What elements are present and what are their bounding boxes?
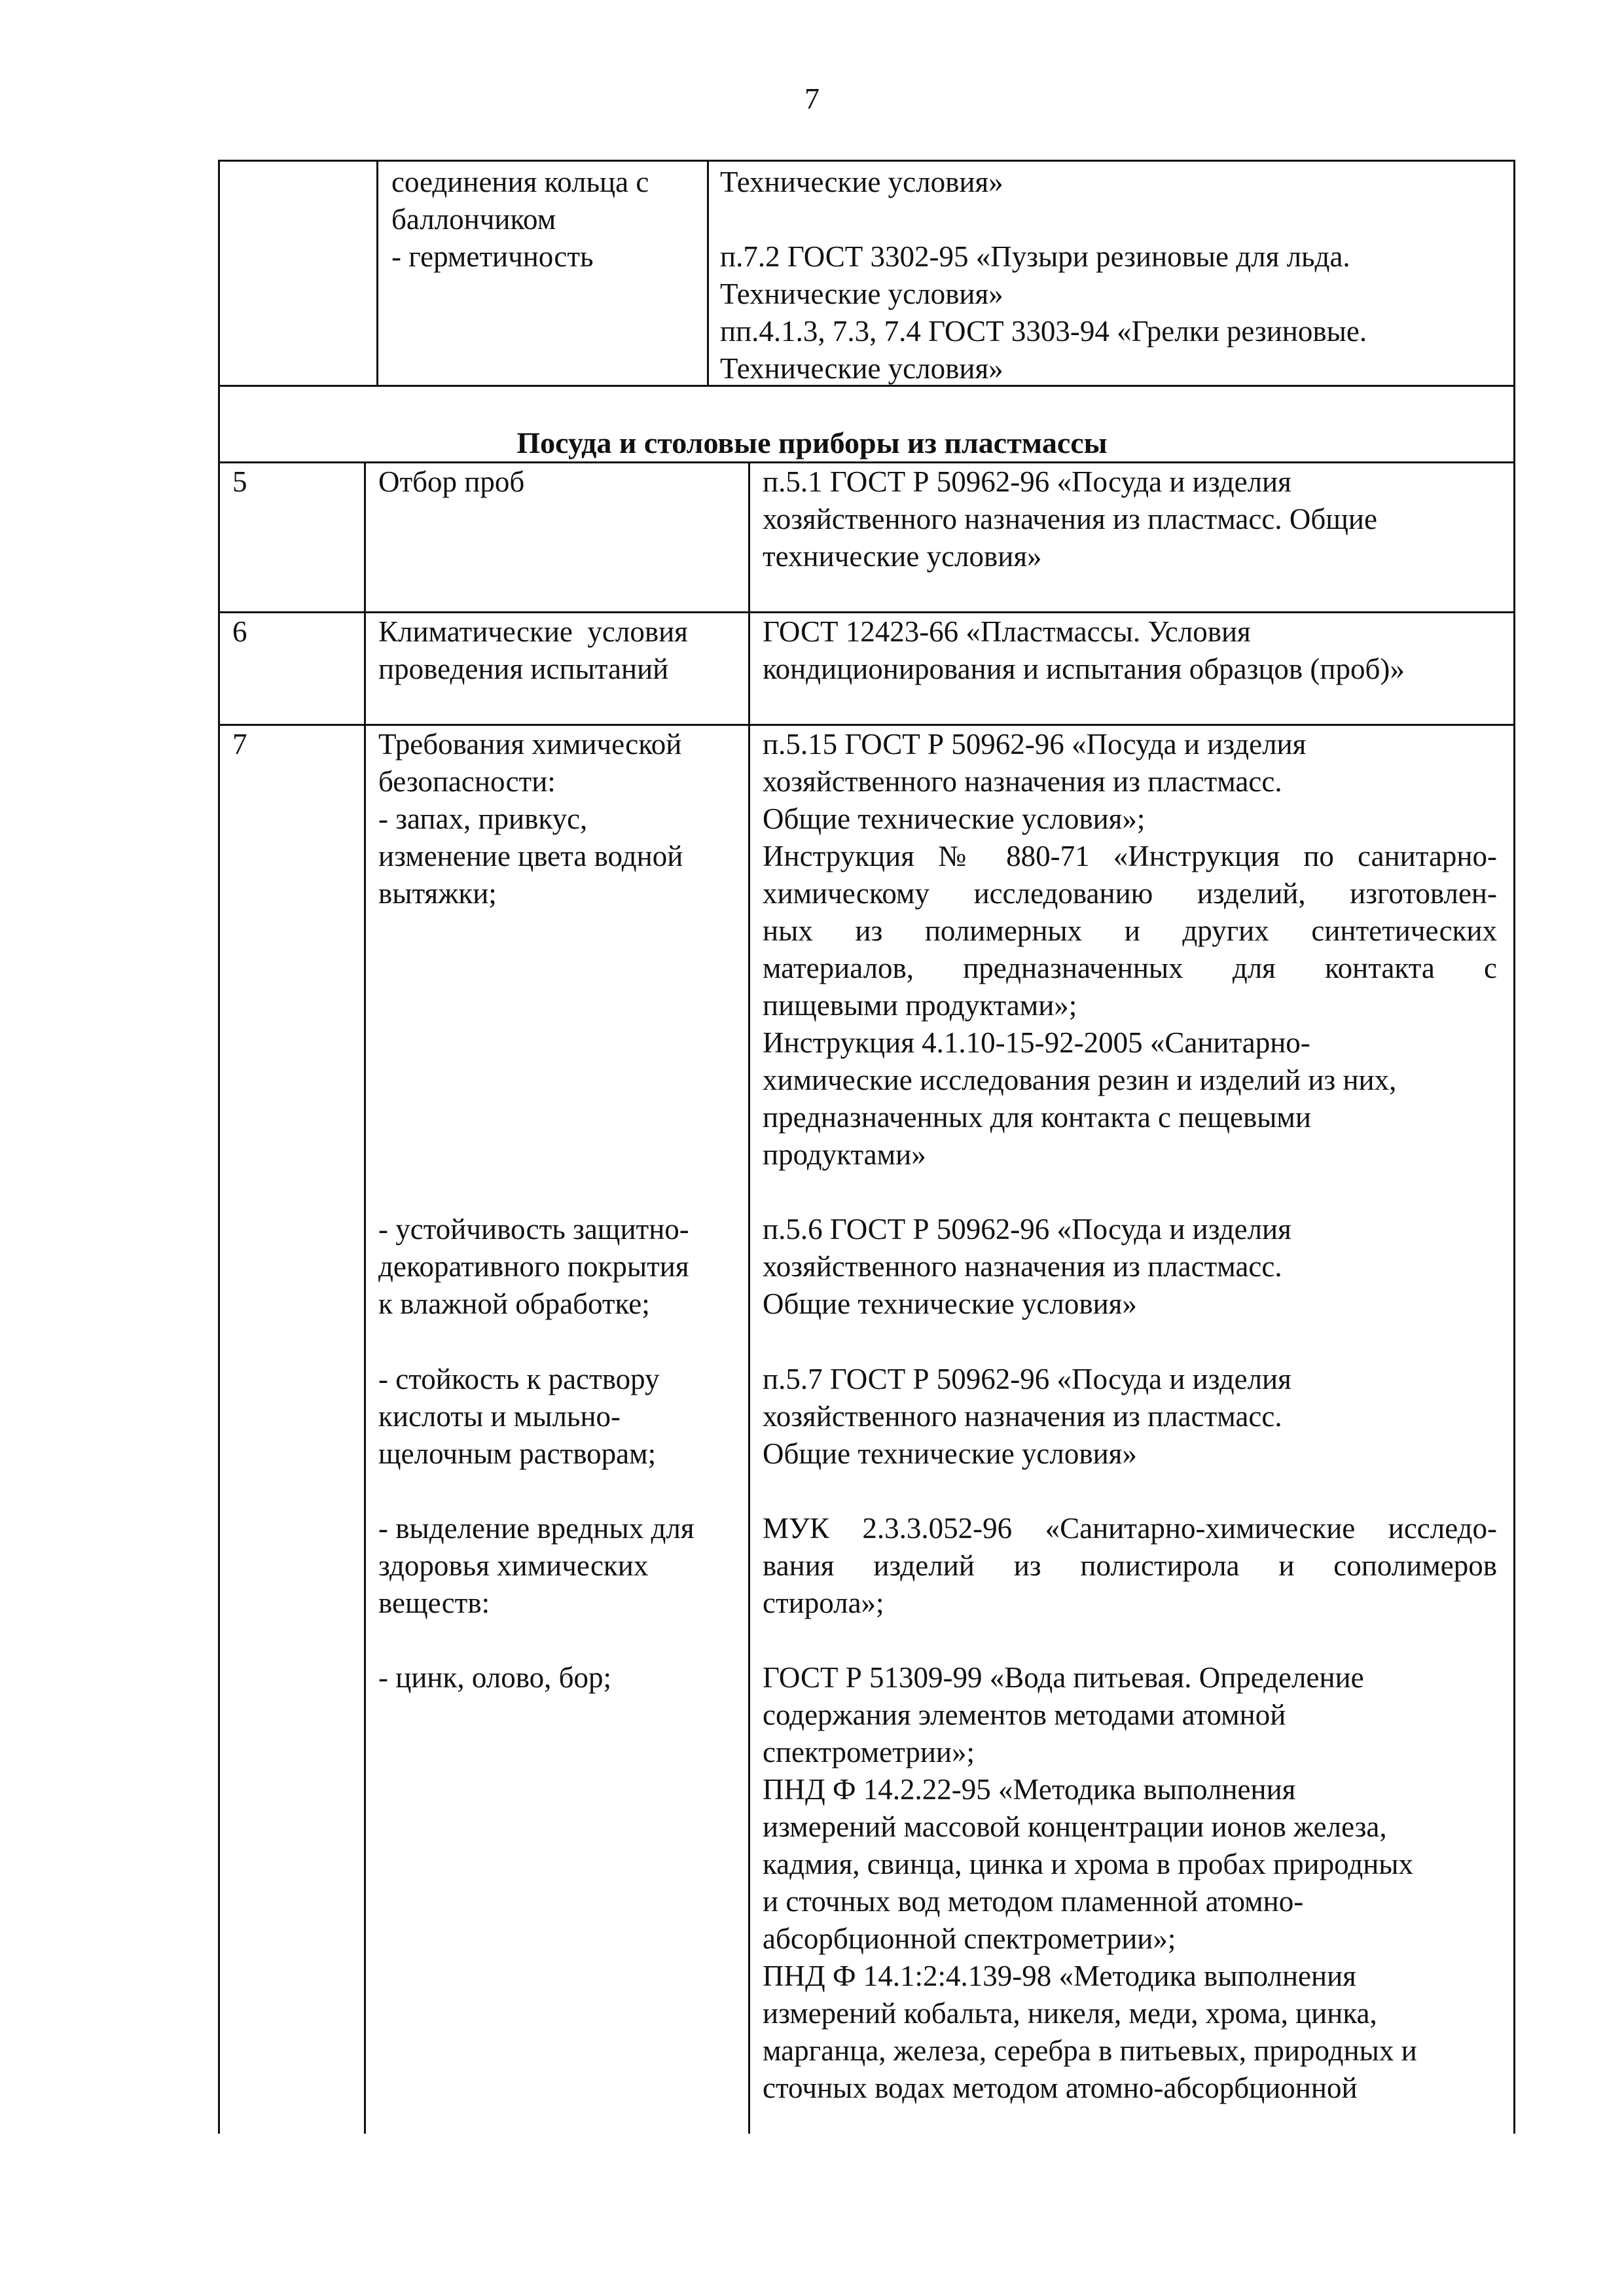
method-line: п.7.2 ГОСТ 3302-95 «Пузыри резиновые для льда.: [720, 240, 1350, 273]
param-line: веществ:: [378, 1587, 490, 1619]
param-line: - герметичность: [391, 240, 594, 273]
method-line: хозяйственного назначения из пластмасс.: [763, 765, 1282, 798]
method-line: содержания элементов методами атомной: [763, 1698, 1286, 1731]
method-line: абсорбционной спектрометрии»;: [763, 1922, 1176, 1955]
method-line: ПНД Ф 14.1:2:4.139-98 «Методика выполнения: [763, 1960, 1356, 1992]
method-line: продуктами»: [763, 1138, 926, 1171]
row-number: 5: [232, 465, 247, 498]
method-line: ных из полимерных и других синтетических: [763, 914, 1497, 947]
method-line: Инструкция 4.1.10-15-92-2005 «Санитарно-: [763, 1026, 1310, 1059]
method-line: п.5.15 ГОСТ Р 50962-96 «Посуда и изделия: [763, 728, 1307, 761]
method-line: хозяйственного назначения из пластмасс.: [763, 1250, 1282, 1283]
param-line: вытяжки;: [378, 877, 497, 910]
param-line: - цинк, олово, бор;: [378, 1661, 612, 1694]
method-line: ГОСТ Р 51309-99 «Вода питьевая. Определение: [763, 1661, 1364, 1694]
method-line: Инструкция № 880-71 «Инструкция по санитарно-: [763, 840, 1497, 872]
method-line: вания изделий из полистирола и сополимеров: [763, 1549, 1497, 1582]
method-line: пп.4.1.3, 7.3, 7.4 ГОСТ 3303-94 «Грелки резиновые.: [720, 315, 1367, 348]
row-number: 6: [232, 615, 247, 648]
param-line: Требования химической: [378, 728, 682, 761]
method-line: спектрометрии»;: [763, 1736, 975, 1768]
method-line: Общие технические условия»;: [763, 802, 1146, 835]
param-line: - устойчивость защитно-: [378, 1213, 689, 1246]
param-line: Климатические условия: [378, 615, 688, 648]
param-line: Отбор проб: [378, 465, 525, 498]
param-line: соединения кольца с: [391, 166, 649, 198]
method-line: технические условия»: [763, 540, 1042, 573]
method-line: п.5.1 ГОСТ Р 50962-96 «Посуда и изделия: [763, 465, 1291, 498]
method-line: хозяйственного назначения из пластмасс. Общие: [763, 503, 1377, 535]
param-line: - запах, привкус,: [378, 802, 588, 835]
method-line: ГОСТ 12423-66 «Пластмассы. Условия: [763, 615, 1251, 648]
param-line: кислоты и мыльно-: [378, 1400, 621, 1433]
method-line: и сточных вод методом пламенной атомно-: [763, 1885, 1304, 1918]
method-line: стирола»;: [763, 1587, 884, 1619]
param-line: щелочным растворам;: [378, 1437, 657, 1470]
method-line: хозяйственного назначения из пластмасс.: [763, 1400, 1282, 1433]
param-line: - стойкость к раствору: [378, 1363, 660, 1395]
column-divider: [364, 461, 366, 2134]
method-line: измерений массовой концентрации ионов железа,: [763, 1810, 1387, 1843]
method-line: п.5.6 ГОСТ Р 50962-96 «Посуда и изделия: [763, 1213, 1291, 1246]
method-line: пищевыми продуктами»;: [763, 989, 1077, 1022]
param-line: проведения испытаний: [378, 653, 669, 685]
method-line: химическому исследованию изделий, изготовлен-: [763, 877, 1497, 910]
param-line: изменение цвета водной: [378, 840, 683, 872]
param-line: к влажной обработке;: [378, 1287, 650, 1320]
method-line: МУК 2.3.3.052-96 «Санитарно-химические исследо-: [763, 1512, 1497, 1545]
method-line: Технические условия»: [720, 166, 1003, 198]
method-line: Общие технические условия»: [763, 1437, 1137, 1470]
column-divider: [707, 160, 709, 386]
method-line: ПНД Ф 14.2.22-95 «Методика выполнения: [763, 1773, 1296, 1806]
method-line: п.5.7 ГОСТ Р 50962-96 «Посуда и изделия: [763, 1363, 1291, 1395]
page-number: 7: [804, 82, 820, 115]
method-line: измерений кобальта, никеля, меди, хрома, цинка,: [763, 1997, 1377, 2030]
method-line: предназначенных для контакта с пещевыми: [763, 1101, 1311, 1134]
method-line: Общие технические условия»: [763, 1287, 1137, 1320]
column-divider: [748, 461, 750, 2134]
param-line: безопасности:: [378, 765, 556, 798]
table-border-top: [218, 160, 1515, 162]
section-title: Посуда и столовые приборы из пластмассы: [516, 426, 1108, 459]
method-line: марганца, железа, серебра в питьевых, природных и: [763, 2034, 1417, 2067]
method-line: Технические условия»: [720, 352, 1003, 385]
param-line: здоровья химических: [378, 1549, 649, 1582]
param-line: - выделение вредных для: [378, 1512, 695, 1545]
method-line: материалов, предназначенных для контакта с: [763, 952, 1497, 984]
method-line: сточных водах методом атомно-абсорбционной: [763, 2072, 1358, 2104]
row-number: 7: [232, 728, 247, 761]
method-line: кондиционирования и испытания образцов (проб)»: [763, 653, 1405, 685]
param-line: баллончиком: [391, 203, 556, 236]
method-line: Технические условия»: [720, 278, 1003, 310]
column-divider: [376, 160, 378, 386]
param-line: декоративного покрытия: [378, 1250, 689, 1283]
method-line: кадмия, свинца, цинка и хрома в пробах природных: [763, 1848, 1414, 1880]
method-line: химические исследования резин и изделий из них,: [763, 1064, 1397, 1096]
